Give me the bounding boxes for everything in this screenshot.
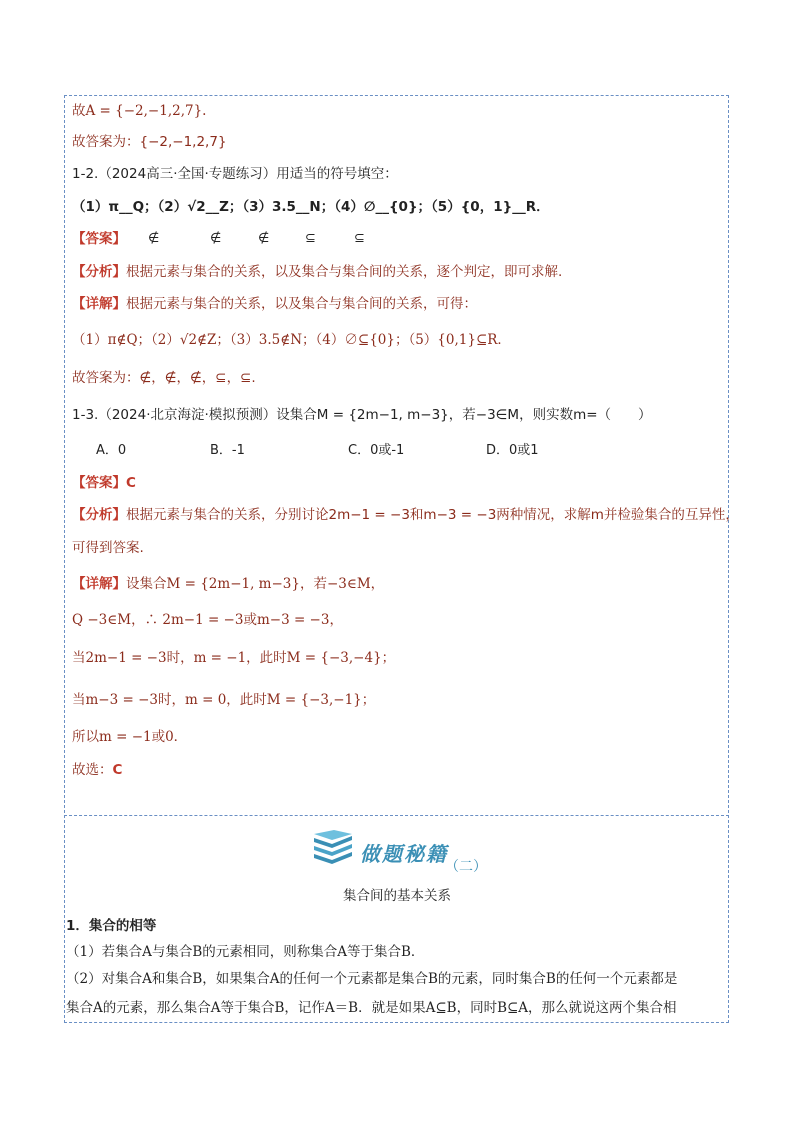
analysis-text-1-3-cont: 可得到答案.: [72, 540, 144, 556]
answer-value-1-3: C: [126, 475, 136, 491]
analysis-label-1-3: 【分析】: [72, 507, 126, 523]
detail-line-1-3: [72, 574, 384, 594]
answer-label: 【答案】: [72, 231, 126, 247]
books-icon: [312, 830, 354, 868]
answer-symbol-3: ∉: [258, 231, 270, 246]
analysis-label: 【分析】: [72, 264, 126, 280]
detail-answers: （1）π∉Q；（2）√2∉Z；（3）3.5∉N；（4）∅⊆{0}；（5）{0,1}⊆R．: [72, 332, 511, 348]
detail-label-1-3: 【详解】: [72, 576, 126, 592]
conclusion-line-1: 故A = {−2,−1,2,7}.: [72, 103, 207, 119]
solution-step-3: 当m−3 = −3时，m = 0，此时M = {−3,−1}；: [72, 692, 376, 708]
answer-symbol-2: ∉: [210, 231, 222, 246]
solution-step-4: 所以m = −1或0．: [72, 729, 188, 745]
answer-symbol-4: ⊆: [305, 231, 316, 246]
detail-text-1-3: 设集合M = {2m−1, m−3}，若−3∈M，: [126, 576, 385, 592]
option-d: D．0或1: [486, 443, 539, 458]
definition-para-2a: （2）对集合A和集合B，如果集合A的任何一个元素都是集合B的元素，同时集合B的任何一个元素都是: [66, 971, 678, 987]
definition-para-1: （1）若集合A与集合B的元素相同，则称集合A等于集合B．: [66, 944, 425, 960]
final-choice-line: [72, 760, 122, 780]
detail-line: [72, 294, 477, 314]
answer-label-1-3: 【答案】: [72, 475, 126, 491]
analysis-text: 根据元素与集合的关系，以及集合与集合间的关系，逐个判定，即可求解.: [126, 264, 563, 280]
section-title: 集合间的基本关系: [343, 888, 451, 904]
question-1-2-title: 1-2.（2024高三·全国·专题练习）用适当的符号填空：: [72, 166, 398, 182]
definition-para-2b: 集合A的元素，那么集合A等于集合B，记作A＝B．就是如果A⊆B，同时B⊆A，那么就说这两个集合相: [66, 1000, 677, 1016]
final-choice-label: 故选：: [72, 762, 113, 778]
section-logo-sub: （二）: [445, 859, 487, 875]
analysis-line-1-3: [72, 505, 739, 525]
subsection-heading: 1．集合的相等: [66, 918, 157, 934]
detail-text: 根据元素与集合的关系，以及集合与集合间的关系，可得：: [126, 296, 477, 312]
option-a: A．0: [96, 443, 127, 458]
section-logo-title: 做题秘籍: [360, 842, 448, 866]
analysis-text-1-3: 根据元素与集合的关系，分别讨论2m−1 = −3和m−3 = −3两种情况，求解m并检验集合的互异性，: [126, 507, 739, 523]
question-1-3-title: 1-3.（2024·北京海淀·模拟预测）设集合M = {2m−1, m−3}，若−3∈M，则实数m=（ ）: [72, 407, 652, 423]
final-choice-value: C: [112, 762, 123, 778]
option-c: C．0或-1: [348, 443, 405, 458]
question-1-2-items: （1）π__Q；（2）√2__Z；（3）3.5__N；（4）∅__{0}；（5）{0，1}__R．: [72, 199, 550, 215]
answer-symbol-5: ⊆: [354, 231, 365, 246]
option-b: B．-1: [210, 443, 245, 458]
analysis-line: [72, 262, 562, 282]
answer-symbol-1: ∉: [148, 231, 160, 246]
detail-label: 【详解】: [72, 296, 126, 312]
conclusion-1-2: 故答案为：∉，∉，∉，⊆，⊆.: [72, 370, 256, 386]
section-divider: [64, 815, 729, 816]
answer-line-1-3: [72, 473, 136, 493]
solution-step-1: Q −3∈M，∴ 2m−1 = −3或m−3 = −3，: [72, 612, 343, 628]
solution-step-2: 当2m−1 = −3时，m = −1，此时M = {−3,−4}；: [72, 650, 396, 666]
conclusion-line-2: 故答案为：{−2,−1,2,7}: [72, 134, 227, 150]
